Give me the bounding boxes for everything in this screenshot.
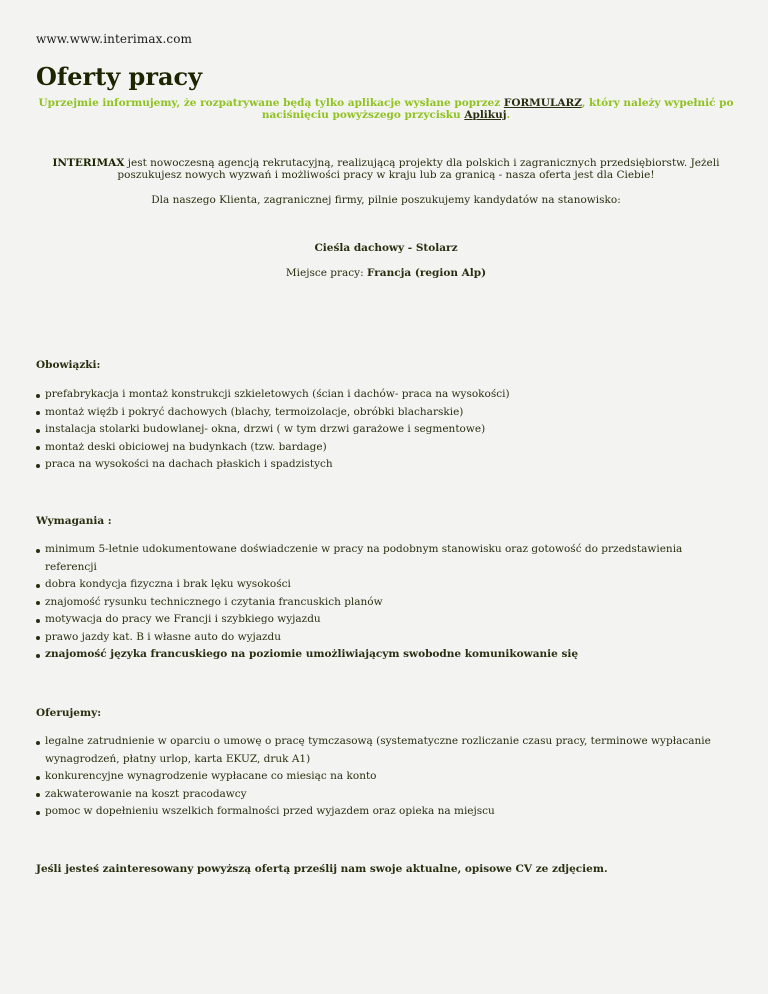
intro-text: jest nowoczesną agencją rekrutacyjną, realizującą projekty dla polskich i zagranicznych przedsiębiorstw. Jeżeli poszukujesz nowych wyzwań i możliwości pracy w kraju lub za granicą - nasza oferta jest dla Ciebie! <box>117 157 720 181</box>
list-item: dobra kondycja fizyczna i brak lęku wysokości <box>36 576 726 594</box>
list-item: montaż deski obiciowej na budynkach (tzw. bardage) <box>36 439 726 457</box>
list-item: minimum 5-letnie udokumentowane doświadczenie w pracy na podobnym stanowisku oraz gotowość do przedstawienia referencji <box>36 541 726 576</box>
offer-list <box>36 733 726 821</box>
offer-heading: Oferujemy: <box>36 707 102 719</box>
notice-text-3: . <box>506 109 511 121</box>
page-title: Oferty pracy <box>36 62 203 91</box>
notice-text-2: , który należy wypełnić po naciśnięciu powyższego przycisku <box>261 97 734 121</box>
company-name: INTERIMAX <box>52 157 125 169</box>
position-title: Cieśla dachowy - Stolarz <box>314 242 458 254</box>
application-notice <box>36 97 736 121</box>
list-item: instalacja stolarki budowlanej- okna, drzwi ( w tym drzwi garażowe i segmentowe) <box>36 421 726 439</box>
requirements-heading: Wymagania : <box>36 515 112 527</box>
list-item: zakwaterowanie na koszt pracodawcy <box>36 786 726 804</box>
duties-list <box>36 386 726 474</box>
list-item: znajomość języka francuskiego na poziomie umożliwiającym swobodne komunikowanie się <box>36 646 726 664</box>
list-item: motywacja do pracy we Francji i szybkiego wyjazdu <box>36 611 726 629</box>
work-location <box>36 267 736 279</box>
list-item: konkurencyjne wynagrodzenie wypłacane co miesiąc na konto <box>36 768 726 786</box>
requirements-list <box>36 541 726 664</box>
list-item: prefabrykacja i montaż konstrukcji szkieletowych (ścian i dachów- praca na wysokości) <box>36 386 726 404</box>
apply-link[interactable]: Aplikuj <box>464 109 507 121</box>
form-link[interactable]: FORMULARZ <box>503 97 582 109</box>
list-item: pomoc w dopełnieniu wszelkich formalności przed wyjazdem oraz opieka na miejscu <box>36 803 726 821</box>
closing-text: Jeśli jesteś zainteresowany powyższą ofertą prześlij nam swoje aktualne, opisowe CV ze zdjęciem. <box>36 863 608 875</box>
list-item: legalne zatrudnienie w oparciu o umowę o pracę tymczasową (systematyczne rozliczanie czasu pracy, terminowe wypłacanie wynagrodzeń, płatny urlop, karta EKUZ, druk A1) <box>36 733 726 768</box>
duties-heading: Obowiązki: <box>36 359 101 371</box>
location-value: Francja (region Alp) <box>366 267 487 279</box>
list-item: montaż więźb i pokryć dachowych (blachy, termoizolacje, obróbki blacharskie) <box>36 404 726 422</box>
list-item: praca na wysokości na dachach płaskich i spadzistych <box>36 456 726 474</box>
company-intro <box>36 157 736 181</box>
list-item: prawo jazdy kat. B i własne auto do wyjazdu <box>36 629 726 647</box>
client-text: Dla naszego Klienta, zagranicznej firmy, pilnie poszukujemy kandydatów na stanowisko: <box>151 194 621 206</box>
location-label: Miejsce pracy: <box>285 267 367 279</box>
notice-text-1: Uprzejmie informujemy, że rozpatrywane będą tylko aplikacje wysłane poprzez <box>38 97 504 109</box>
list-item: znajomość rysunku technicznego i czytania francuskich planów <box>36 594 726 612</box>
site-url: www.www.interimax.com <box>36 32 193 46</box>
